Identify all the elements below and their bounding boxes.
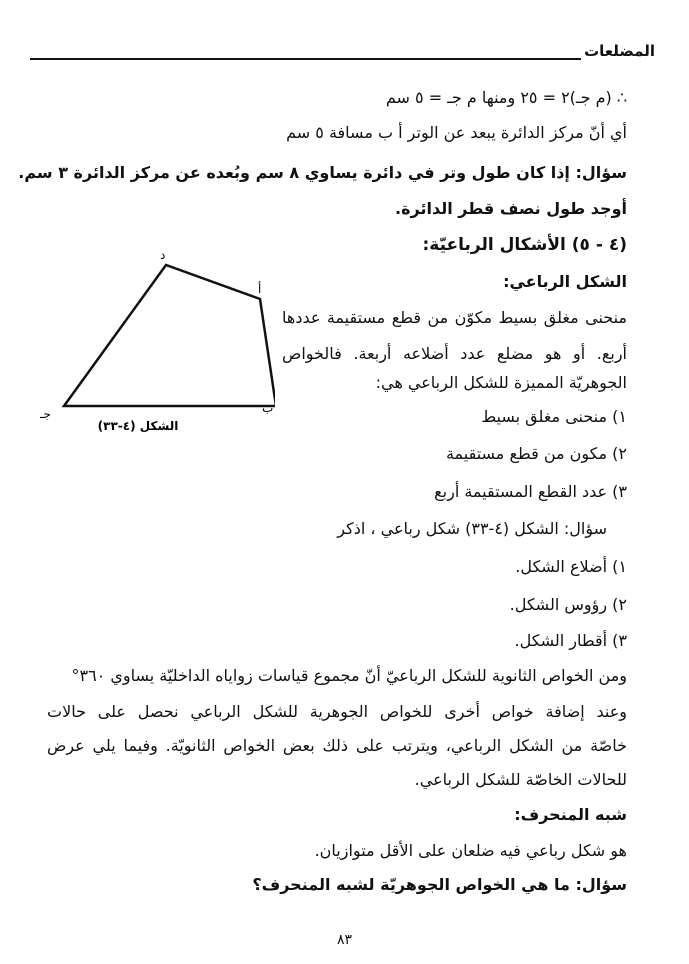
paragraph-line-2: خاصّة من الشكل الرباعي، ويترتب على ذلك بعض الخواص الثانويّة. وفيما يلي عرض [47, 736, 627, 755]
property-2: ٢) مكون من قطع مستقيمة [445, 444, 627, 463]
question-figure: سؤال: الشكل (٤-٣٣) شكل رباعي ، اذكر [337, 519, 607, 538]
trapezoid-definition: هو شكل رباعي فيه ضلعان على الأقل متوازيان. [314, 841, 627, 860]
item-vertices: ٢) رؤوس الشكل. [509, 595, 627, 614]
property-1: ١) منحنى مغلق بسيط [481, 407, 627, 426]
vertex-j-label: جـ [40, 407, 51, 421]
figure-caption: الشكل (٤-٣٣) [97, 419, 179, 433]
definition-line-2: أربع. أو هو مضلع عدد أضلاعه أربعة. فالخواص [282, 344, 627, 363]
page-number: ٨٣ [336, 932, 353, 948]
definition-line-1: منحنى مغلق بسيط مكوّن من قطع مستقيمة عددها [282, 308, 627, 327]
quadrilateral-shape [64, 265, 275, 406]
vertex-d-label: د [160, 248, 166, 262]
question-trapezoid: سؤال: ما هي الخواص الجوهريّة لشبه المنحرف؟ [252, 875, 627, 894]
header-rule [30, 58, 581, 60]
question-line-1: سؤال: إذا كان طول وتر في دائرة يساوي ٨ سم وبُعده عن مركز الدائرة ٣ سم. [18, 163, 627, 182]
question-line-2: أوجد طول نصف قطر الدائرة. [394, 199, 627, 218]
item-sides: ١) أضلاع الشكل. [515, 557, 627, 576]
vertex-b-label: ب [262, 401, 274, 415]
item-diagonals: ٣) أقطار الشكل. [514, 631, 627, 650]
paragraph-line-3: للحالات الخاصّة للشكل الرباعي. [414, 770, 627, 789]
definition-line-3: الجوهريّة المميزة للشكل الرباعي هي: [375, 373, 627, 392]
property-3: ٣) عدد القطع المستقيمة أربع [434, 482, 627, 501]
section-heading: (٤ - ٥) الأشكال الرباعيّة: [422, 235, 627, 255]
vertex-a-label: أ [258, 282, 262, 296]
text-line-1: ∴ (م جـ)٢ = ٢٥ ومنها م جـ = ٥ سم [385, 88, 627, 107]
paragraph-line-1: وعند إضافة خواص أخرى للخواص الجوهرية للشكل الرباعي نحصل على حالات [47, 702, 627, 721]
secondary-property-line: ومن الخواص الثانوية للشكل الرباعيّ أنّ مجموع قياسات زواياه الداخليّة يساوي ٣٦٠° [71, 666, 627, 685]
subheading-quadrilateral: الشكل الرباعي: [503, 272, 627, 291]
quadrilateral-figure [40, 245, 275, 435]
subheading-trapezoid: شبه المنحرف: [514, 805, 627, 824]
text-line-2: أي أنّ مركز الدائرة يبعد عن الوتر أ ب مسافة ٥ سم [286, 123, 627, 142]
chapter-title: المضلعات [584, 42, 655, 60]
